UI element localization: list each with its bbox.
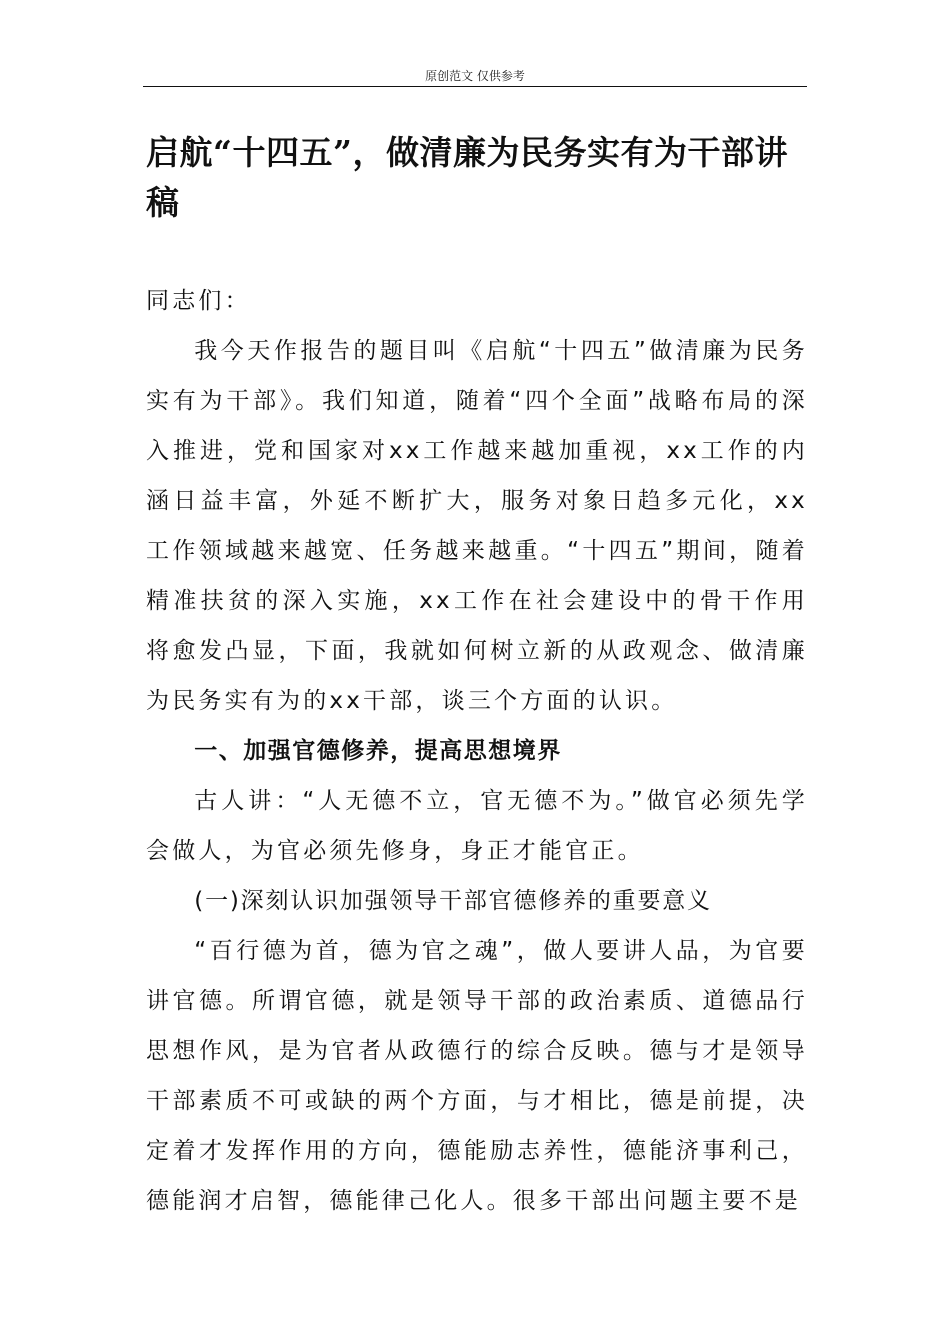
paragraph-official-virtue: “百行德为首，德为官之魂”，做人要讲人品，为官要讲官德。所谓官德，就是领导干部的政治素质、道德品行思想作风，是为官者从政德行的综合反映。德与才是领导干部素质不可或缺的两个方面，与才相比，德是前提，决定着才发挥作用的方向，德能励志养性，德能济事利己，德能润才启智，德能律己化人。很多干部出问题主要不是 (146, 938, 808, 1214)
header-divider (143, 86, 807, 87)
paragraph-quote: 古人讲：“人无德不立，官无德不为。”做官必须先学会做人，为官必须先修身，身正才能官正。 (146, 788, 808, 864)
document-title: 启航“十四五”，做清廉为民务实有为干部讲稿 (146, 133, 788, 222)
document-body (146, 276, 808, 1226)
salutation: 同志们： (146, 288, 251, 314)
page-header-text: 原创范文 仅供参考 (425, 69, 525, 83)
subsection-heading-1: (一)深刻认识加强领导干部官德修养的重要意义 (194, 888, 712, 914)
paragraph-intro: 我今天作报告的题目叫《启航“十四五”做清廉为民务实有为干部》。我们知道，随着“四个全面”战略布局的深入推进，党和国家对xx工作越来越加重视，xx工作的内涵日益丰富，外延不断扩大，服务对象日趋多元化，xx工作领域越来越宽、任务越来越重。“十四五”期间，随着精准扶贫的深入实施，xx工作在社会建设中的骨干作用将愈发凸显，下面，我就如何树立新的从政观念、做清廉为民务实有为的xx干部，谈三个方面的认识。 (146, 338, 808, 714)
section-heading-1: 一、加强官德修养，提高思想境界 (194, 738, 562, 764)
